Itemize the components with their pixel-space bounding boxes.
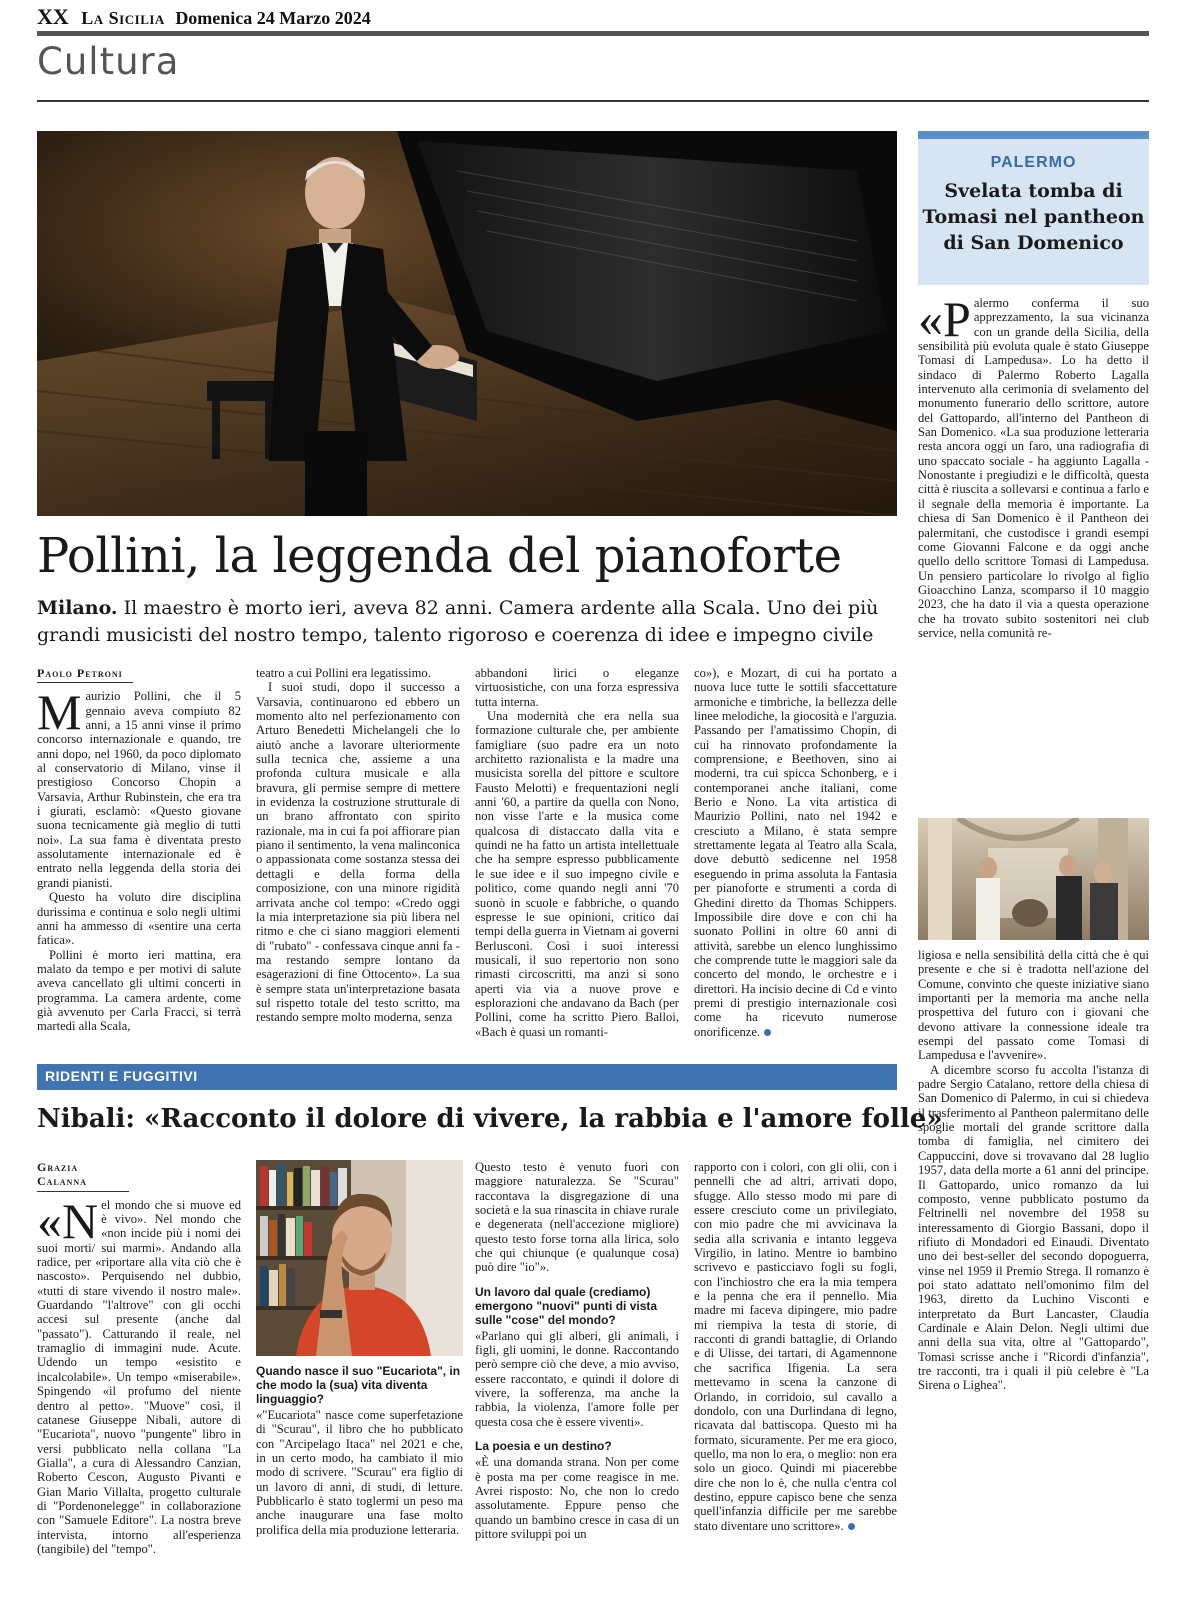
rubric-band — [37, 1064, 897, 1090]
nibali-byline: Grazia Calanna — [37, 1160, 129, 1192]
section-rule — [37, 100, 1149, 102]
sidebar-top-bar — [918, 131, 1149, 139]
paragraph: «È una domanda strana. Non per come è posta ma per come reagisce in me. Avrei risposto: No, che non lo credo assolutamente. Eppure penso che quando un bambino cresce in casa di un pittore sviluppi poi un — [475, 1455, 679, 1541]
paragraph: aurizio Pollini, che il 5 gennaio aveva compiuto 82 anni, a 15 anni vinse il primo concorso internazionale e quando, tre anni dopo, nel 1960, da poco diplomato al conservatorio di Milano, vinse il prestigioso Concorso Chopin a Varsavia, Arthur Rubinstein, che era tra i giurati, esclamò: «Questo giovane suona tecnicamente già meglio di tutti noi». La sua fama è diventata presto assolutamente internazionale ed è entrato nella leggenda della storia dei grandi pianisti. — [37, 689, 241, 890]
end-mark-icon — [848, 1523, 855, 1530]
main-byline: Paolo Petroni — [37, 666, 133, 683]
nibali-column-4 — [694, 1160, 897, 1590]
subhead-place: Milano. — [37, 597, 118, 619]
question-1: Quando nasce il suo "Eucariota", in che modo la (sua) vita diventa linguaggio? — [256, 1364, 461, 1406]
sidebar-dropcap: «P — [918, 296, 971, 347]
sidebar-text-top — [918, 296, 1149, 810]
main-column-3 — [475, 666, 679, 1051]
masthead — [37, 4, 1149, 30]
paragraph: Questo ha voluto dire disciplina durissima e continua e solo negli ultimi anni ha ammesso di «sentire una certa fatica». — [37, 890, 241, 948]
main-column-2 — [256, 666, 460, 1051]
paragraph: teatro a cui Pollini era legatissimo. — [256, 666, 431, 680]
paragraph: abbandoni lirici o eleganze virtuosistiche, con una forza espressiva tutta interna. — [475, 666, 679, 709]
paragraph: alermo conferma il suo apprezzamento, la sua vicinanza con un grande della Sicilia, della sensibilità più evoluta quale è stato Giuseppe Tomasi di Lampedusa». Lo ha detto il sindaco di Palermo Roberto Lagalla intervenuto alla cerimonia di svelamento del monumento funerario dello scrittore, autore del Gattopardo, all'interno del Pantheon di San Domenico. «La sua produzione letteraria resta ancora oggi un faro, una radiografia di uno spaccato sociale - ha aggiunto Lagalla - Nonostante i pregiudizi e le difficoltà, questa città è riuscita a sollevarsi e continua a farlo e il segnale della memoria è importante. La chiesa di San Domenico è il Pantheon dei palermitani, che custodisce i grandi esempi come Giovanni Falcone e da oggi anche quello dello scrittore Tomasi di Lampedusa. Un pensiero particolare lo rivolgo al figlio Gioacchino Lanza, scomparso il 10 maggio 2023, che ha dato il via a questa operazione che ha trovato subito sostenitori nei club service, nella comunità re- — [918, 296, 1149, 640]
page-number: XX — [37, 4, 69, 29]
main-column-1 — [37, 666, 241, 1051]
subhead-text: Il maestro è morto ieri, aveva 82 anni. Camera ardente alla Scala. Uno dei più grandi musicisti del nostro tempo, talento rigoroso e coerenza di idee e impegno civile — [37, 597, 879, 646]
paragraph: el mondo che si muove ed è vivo». Nel mondo che «non incide più i nomi dei suoi morti/ sui marmi». Andando alla radice, per «riportare alla vita ciò che è nascosto». Perquisendo nel dubbio, «tutti di stare vivendo il nostro male». Guardando "l'altrove" con gli occhi accesi sul presente (anche dal "passato"). Catturando il reale, nel tramaglio di immagini nude. Acute. Udendo un tempo «esistito e incalcolabile». Un tempo «miserabile». Spingendo «il profumo del niente dentro al petto». "Muove" così, il catanese Giuseppe Nibali, autore di "Eucariota", nuovo "pungente" libro in versi pubblicato nella collana "La Gialla", a cura di Alessandro Canzian, Roberto Cescon, Augusto Pivanti e Gian Mario Villalta, progetto culturale di "Pordenonelegge" in collaborazione con "Samuele Editore". La nostra breve intervista, intorno all'esperienza (tangibile) del "tempo". — [37, 1197, 241, 1556]
rubric-label: RIDENTI E FUGGITIVI — [45, 1068, 198, 1084]
question-3: La poesia e un destino? — [475, 1439, 612, 1454]
paragraph: Questo testo è venuto fuori con maggiore naturalezza. Se "Scurau" raccontava la disgregazione di una società e la sua rinascita in chiave rurale e degenerata (nell'accezione migliore) questo testo forse torna alla lirica, solo che qui chiunque (e qualunque cosa) può dire "io"». — [475, 1160, 679, 1275]
nibali-column-1 — [37, 1160, 241, 1590]
paragraph: A dicembre scorso fu accolta l'istanza di padre Sergio Catalano, rettore della chiesa di San Domenico di Palermo, in cui si chiedeva il trasferimento al Pantheon palermitano delle spoglie mortali del grande scrittore dalla tomba di famiglia, nel cimitero dei Cappuccini, dove si trovavano dal 28 luglio 1957, data della morte a 61 anni del principe. Il Gattopardo, unico romanzo da lui composto, venne pubblicato postumo da Feltrinelli nel novembre del 1958 su interessamento di Giorgio Bassani, dopo il rifiuto di Mondadori ed Einaudi. Diventato uno dei best-seller del secondo dopoguerra, vinse nel 1959 il Premio Strega. Il romanzo è poi stato adattato nell'omonimo film del 1963, diretto da Luchino Visconti e interpretato da Burt Lancaster, Claudia Cardinale e Alain Delon. Negli ultimi due anni della sua vita, oltre al "Gattopardo", Tomasi scrisse anche i "Ricordi d'infanzia", tre racconti, tra i quali il più celebre è "La Sirena o Lighea". — [918, 1062, 1149, 1393]
question-2: Un lavoro dal quale (crediamo) emergono "nuovi" punti di vista sulle "cose" del mondo? — [475, 1284, 658, 1327]
sidebar-text-bottom — [918, 948, 1149, 1590]
sidebar-title: Svelata tomba di Tomasi nel pantheon di San Domenico — [922, 180, 1145, 254]
nibali-column-2 — [256, 1364, 463, 1590]
end-mark-icon — [764, 1029, 771, 1036]
nibali-photo — [256, 1160, 463, 1356]
section-title: Cultura — [37, 40, 180, 83]
paragraph: I suoi studi, dopo il successo a Varsavia, continuarono ed ebbero un momento alto nel perfezionamento con Arturo Benedetti Michelangeli che lo aiutò anche a lavorare ulteriormente sulla tecnica che, assieme a una profonda cultura musicale e alla bravura, gli permise sempre di mettere in evidenza la costruzione strutturale di un brano affrontato con spirito razionale, ma in cui fa poi affiorare pian piano il sentimento, la vena malinconica o appassionata come sostanza stessa dei dettagli e della forma della composizione, con una minore rigidità arrivata anche col tempo: «Credo oggi la mia interpretazione sia più libera nel ritmo e che ci siano maggiori elementi di "rubato" - confessava cinque anni fa - ma restando sempre lontano da esagerazioni di fine Ottocento». La sua è sempre stata un'interpretazione basata sul rispetto totale del testo scritto, ma restando sempre molto moderna, senza — [256, 680, 460, 1025]
paragraph: Pollini è morto ieri mattina, era malato da tempo e per motivi di salute aveva cancellato gli ultimi concerti in programma. La camera ardente, come già avvenuto per Carla Fracci, si terrà martedì alla Scala, — [37, 947, 241, 1034]
newspaper-name: La Sicilia — [81, 8, 165, 28]
palermo-photo — [918, 818, 1149, 940]
paragraph: Una modernità che era nella sua formazione culturale che, per ambiente famigliare (suo padre era un noto architetto razionalista e la madre una musicista sorella del pittore e scultore Fausto Melotti) e frequentazioni negli anni '60, a partire da quella con Nono, non visse l'arte e la musica come qualcosa di distaccato dalla vita e quindi ne ha fatto un artista intellettuale che ha sempre espresso pubblicamente le sue idee e il suo impegno civile e politico, come quando negli anni '70 suonò in scuole e fabbriche, o quando espresse le sue opinioni, critico dai tempi della guerra in Vietnam ai governi Berlusconi. Così i suoi interessi musicali, il suo repertorio non sono rimasti circoscritti, ma anzi si sono aperti via via a nuove prove e esplorazioni che andavano da Bach (per Pollini, come ha scritto Piero Balloi, «Bach è quasi un romanti- — [475, 709, 679, 1039]
nibali-dropcap: «N — [37, 1192, 99, 1249]
nibali-column-3 — [475, 1160, 679, 1590]
nibali-headline: Nibali: «Racconto il dolore di vivere, la rabbia e l'amore folle» — [37, 1104, 943, 1134]
paragraph — [694, 1160, 897, 1533]
paragraph: «"Eucariota" nasce come superfetazione di "Scurau", il libro che ho pubblicato con "Arcipelago Itaca" nel 2021 e che, in un certo modo, ha cambiato il mio modo di scrivere. "Scurau" era figlio di un lavoro di anni, di studi, di letture. Pubblicarlo è stato toglermi un peso ma anche inaugurare una fase molto prolifica della mia produzione letteraria. — [256, 1408, 463, 1537]
main-subhead — [37, 595, 897, 649]
paragraph: «Parlano qui gli alberi, gli animali, i figli, gli uomini, le donne. Raccontando però sempre ciò che deve, a mio avviso, essere raccontato, e quindi il dolore di vivere, la sofferenza, ma anche la rabbia, la violenza, l'amore folle per questa cosa che è essere viventi». — [475, 1328, 679, 1429]
pollini-photo — [37, 131, 897, 516]
paragraph: ligiosa e nella sensibilità della città che è qui presente e che si è tradotta nell'azione del Comune, convinto che queste iniziative siano importanti per la memoria ma anche nella prospettiva del futuro con i giovani che devono attivare la connessione ideale tra esempi del passato come Tomasi di Lampedusa e l'avvenire». — [918, 948, 1149, 1063]
paragraph — [694, 666, 897, 1039]
main-headline: Pollini, la leggenda del pianoforte — [37, 528, 842, 584]
main-column-4 — [694, 666, 897, 1051]
paragraph-text: rapporto con i colori, con gli olii, con i pennelli che ad altri, arrivati dopo, sfugge. Allo stesso modo mi pare di essere cresciuto come un privilegiato, con mio padre che mi avvicinava la sedia alla scrivania e intanto leggeva Virgilio, in latino. Mentre io bambino scrivevo e pasticciavo fogli su fogli, con l'inchiostro che era la mia tempera e la penna che era il pennello. Mia madre mi faceva dipingere, mio padre mi riempiva la testa di storie, di racconti di grandi battaglie, di Orlando e di Ulisse, dei tartari, di Agamennone che sacrifica Ifigenia. La sera mettevamo in scena la canzone di Orlando, in corridoio, sul cavallo a dondolo, con una Durlindana di legno, ricavata dal battiscopa. Questo mi ha formato, sicuramente. Per me era gioco, quello, ma non lo era, o meglio: non era solo un gioco. Quindi mi piacerebbe dire che non lo è, che nulla c'entra col destino, eppure capisco bene che senza quell'infanzia difficile per me sarebbe stato diventare uno scrittore». — [694, 1160, 897, 1533]
sidebar-kicker: PALERMO — [990, 154, 1077, 171]
dropcap: M — [37, 684, 82, 741]
paragraph-text: co»), e Mozart, di cui ha portato a nuova luce tutte le sottili sfaccettature armoniche e timbriche, la bellezza delle linee melodiche, la giocosità e l'arguzia. Passando per l'amatissimo Chopin, di cui ha rinnovato profondamente la comprensione, e Beethoven, sino ai moderni, tra cui spicca Schonberg, e i contemporanei anche italiani, come Berio e Nono. La vita artistica di Maurizio Pollini, nato nel 1942 e cresciuto a Milano, è stata sempre strettamente legata al Teatro alla Scala, dove debuttò sedicenne nel 1958 eseguendo in prima assoluta la Fantasia per pianoforte e strumenti a corda di Ghedini diretto da Thomas Schippers. Impossibile dire dove e con chi ha suonato Pollini in oltre 60 anni di attività, sarebbe un elenco lunghissimo che comprende tutte le maggiori sale da concerto del mondo, le orchestre e i direttori. Ha incisio decine di Cd e vinto premi di prestigio internazionale così come ha ricevuto numerose onorificenze. — [694, 666, 897, 1039]
header-rule — [37, 31, 1149, 36]
issue-date: Domenica 24 Marzo 2024 — [175, 8, 371, 28]
